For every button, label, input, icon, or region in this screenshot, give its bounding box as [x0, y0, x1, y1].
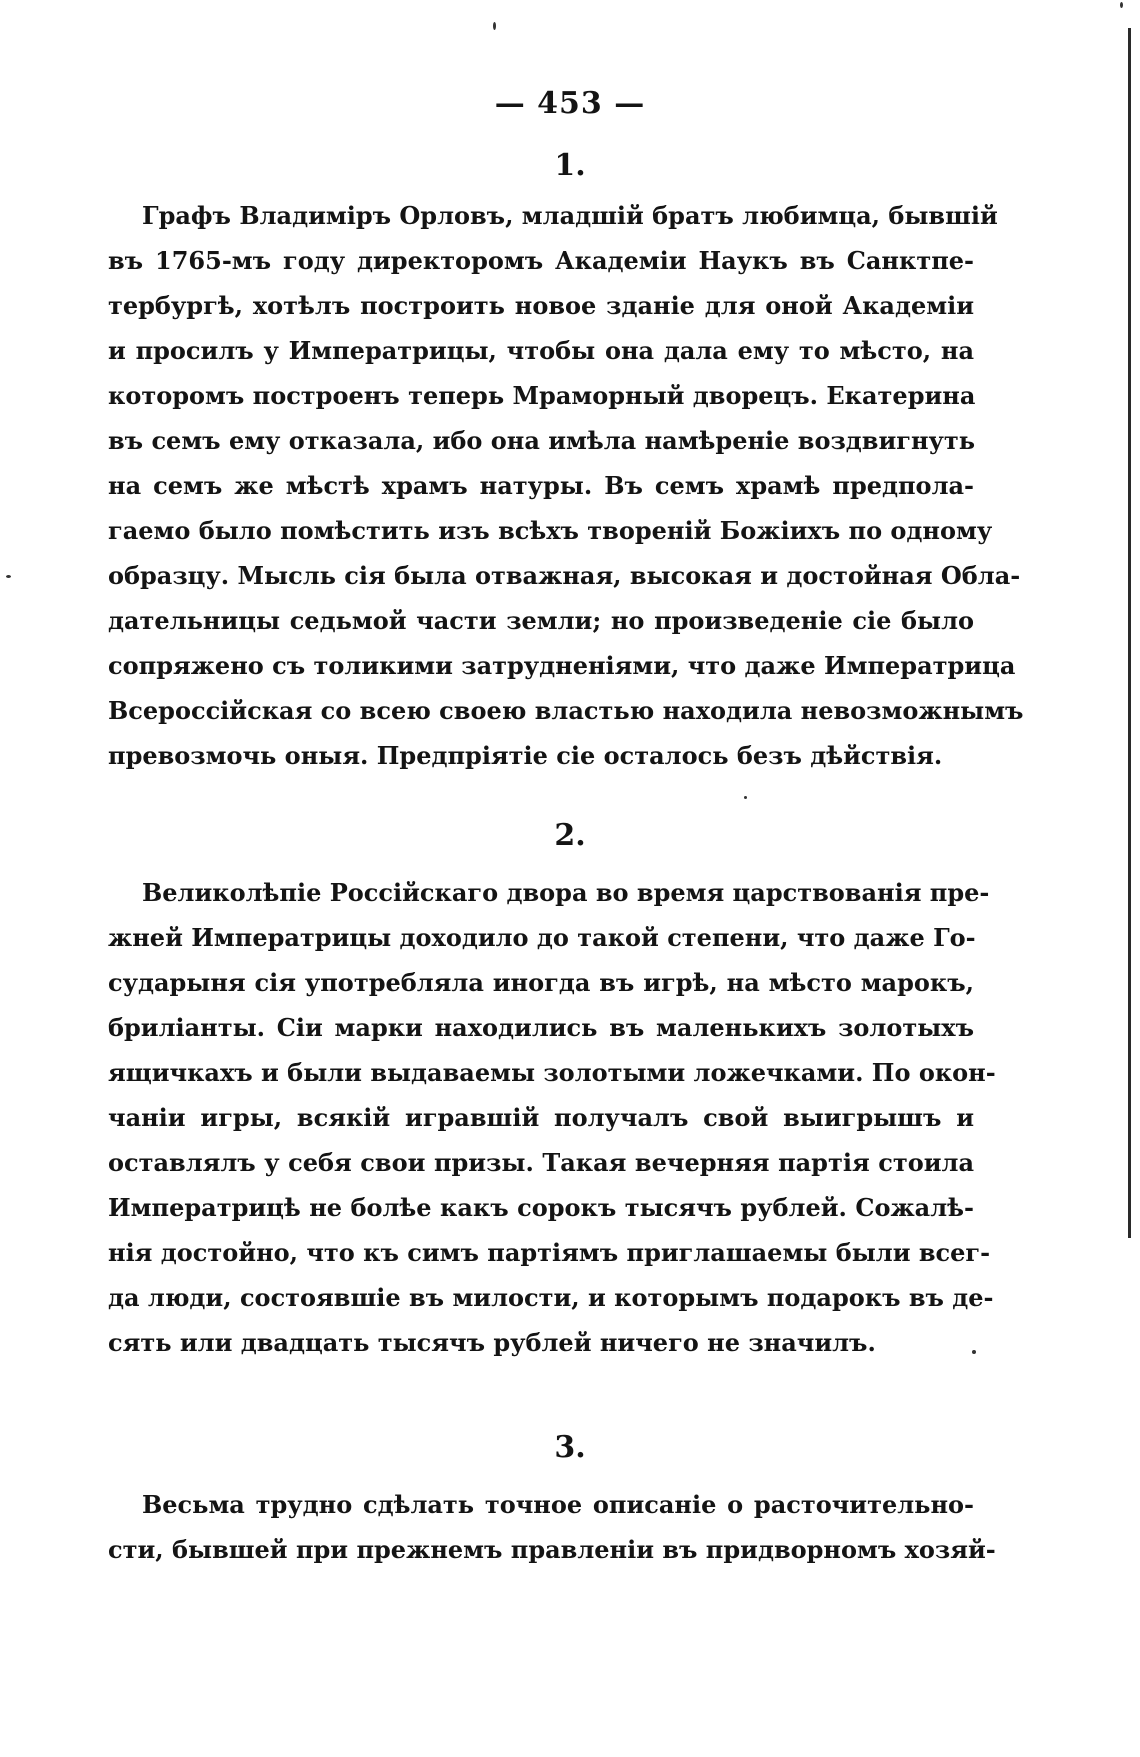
text-line: нія достойно, что къ симъ партіямъ приглашаемы были всег- [108, 1238, 991, 1267]
text-line: Весьма трудно сдѣлать точное описаніе о расточительно- [142, 1490, 974, 1519]
text-line: образцу. Мысль сія была отважная, высокая и достойная Обла- [108, 561, 1021, 590]
text-line: превозмочь оныя. Предпріятіе сіе осталось безъ дѣйствія. [108, 741, 943, 770]
ink-speck [1120, 2, 1123, 8]
text-line: Великолѣпіе Россійскаго двора во время царствованія пре- [142, 878, 990, 907]
section-number-2: 2. [554, 818, 586, 853]
text-line: жней Императрицы доходило до такой степени, что даже Го- [108, 923, 976, 952]
section-2-text [108, 870, 996, 1365]
text-line: оставлялъ у себя свои призы. Такая вечерняя партія стоила [108, 1148, 974, 1177]
page-number: — 453 — [494, 86, 646, 121]
text-line: Императрицѣ не болѣе какъ сорокъ тысячъ рублей. Сожалѣ- [108, 1193, 974, 1222]
text-line: да люди, состоявшіе въ милости, и которымъ подарокъ въ де- [108, 1283, 994, 1312]
text-line: чаніи игры, всякій игравшій получалъ свой выигрышъ и [108, 1103, 974, 1132]
text-line: сти, бывшей при прежнемъ правленіи въ придворномъ хозяй- [108, 1535, 996, 1564]
text-line: ящичкахъ и были выдаваемы золотыми ложечками. По окон- [108, 1058, 996, 1087]
ink-speck [744, 796, 747, 799]
section-number-1: 1. [554, 148, 586, 183]
section-3-text [108, 1482, 996, 1572]
text-line: Всероссійская со всею своею властью находила невозможнымъ [108, 696, 1024, 725]
text-line: тербургѣ, хотѣлъ построить новое зданіе для оной Академіи [108, 291, 974, 320]
text-line: гаемо было помѣстить изъ всѣхъ твореній Божіихъ по одному [108, 516, 993, 545]
text-line: въ семъ ему отказала, ибо она имѣла намѣреніе воздвигнуть [108, 426, 976, 455]
page-edge-rule [1128, 28, 1131, 1238]
text-line: бриліанты. Сіи марки находились въ маленькихъ золотыхъ [108, 1013, 974, 1042]
section-number-3: 3. [554, 1430, 586, 1465]
ink-speck [6, 575, 11, 578]
text-line: сять или двадцать тысячъ рублей ничего не значилъ. [108, 1328, 876, 1357]
text-line: дательницы седьмой части земли; но произведеніе сіе было [108, 606, 974, 635]
ink-speck [493, 22, 496, 30]
text-line: сударыня сія употребляла иногда въ игрѣ, на мѣсто марокъ, [108, 968, 974, 997]
text-line: и просилъ у Императрицы, чтобы она дала ему то мѣсто, на [108, 336, 974, 365]
section-1-text [108, 193, 1024, 778]
text-line: сопряжено съ толикими затрудненіями, что даже Императрица [108, 651, 1016, 680]
text-line: въ 1765-мъ году директоромъ Академіи Наукъ въ Санктпе- [108, 246, 974, 275]
text-line: Графъ Владиміръ Орловъ, младшій братъ любимца, бывшій [142, 201, 998, 230]
text-line: которомъ построенъ теперь Мраморный дворецъ. Екатерина [108, 381, 976, 410]
text-line: на семъ же мѣстѣ храмъ натуры. Въ семъ храмѣ предпола- [108, 471, 974, 500]
